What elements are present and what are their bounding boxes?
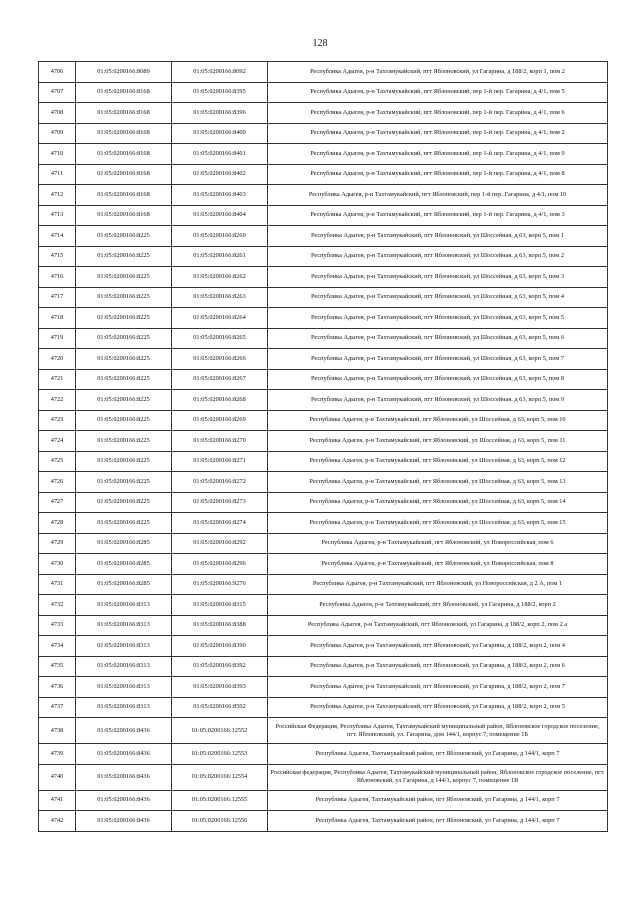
table-row <box>39 82 608 103</box>
address-cell: Республика Адыгея, Тахтамукайский район, пгт Яблоновский, ул Гагарина, д 144/1, корп 7 <box>268 744 608 765</box>
cadastral-number-cell: 01:05:0200166:8274 <box>172 513 268 534</box>
cadastral-number-cell: 01:05:0200166:8264 <box>172 308 268 329</box>
table-row <box>39 246 608 267</box>
row-number-cell: 4733 <box>39 615 76 636</box>
row-number-cell: 4722 <box>39 390 76 411</box>
cadastral-number-cell: 01:05:0200166:8388 <box>172 615 268 636</box>
cadastral-number-cell: 01:05:0200166:8262 <box>172 267 268 288</box>
parent-cadastral-cell: 01:05:0200166:8168 <box>76 103 172 124</box>
address-cell: Республика Адыгея, р-н Тахтамукайский, пгт Яблоновский, ул Шоссейная, д 63, корп 5, пом 3 <box>268 267 608 288</box>
address-cell: Республика Адыгея, р-н Тахтамукайский, пгт Яблоновский, ул Гагарина, д 188/2, корп 2 <box>268 595 608 616</box>
registry-table <box>38 61 608 832</box>
table-row <box>39 328 608 349</box>
parent-cadastral-cell: 01:05:0200166:8168 <box>76 205 172 226</box>
cadastral-number-cell: 01:05:0200166:8502 <box>172 697 268 718</box>
address-cell: Республика Адыгея, р-н Тахтамукайский, пгт Яблоновский, ул Шоссейная, д 63, корп 5, пом 10 <box>268 410 608 431</box>
parent-cadastral-cell: 01:05:0200166:8225 <box>76 246 172 267</box>
row-number-cell: 4710 <box>39 144 76 165</box>
cadastral-number-cell: 01:05:0200166:8273 <box>172 492 268 513</box>
parent-cadastral-cell: 01:05:0200166:8436 <box>76 764 172 790</box>
row-number-cell: 4730 <box>39 554 76 575</box>
table-row <box>39 62 608 83</box>
parent-cadastral-cell: 01:05:0200166:8313 <box>76 697 172 718</box>
row-number-cell: 4724 <box>39 431 76 452</box>
cadastral-number-cell: 01:05:0200166:12554 <box>172 764 268 790</box>
address-cell: Республика Адыгея, р-н Тахтамукайский, пгт Яблоновский, ул Новороссийская, пом 6 <box>268 533 608 554</box>
address-cell: Российская федерация, Республика Адыгея, Тахтамукайский муниципальный район, Яблоновское городское поселение, пгт. Яблоновский, ул Гагарина, д 144/1, корпус 7, помещение 1В <box>268 764 608 790</box>
parent-cadastral-cell: 01:05:0200166:8225 <box>76 328 172 349</box>
parent-cadastral-cell: 01:05:0200166:8089 <box>76 62 172 83</box>
parent-cadastral-cell: 01:05:0200166:8313 <box>76 595 172 616</box>
address-cell: Республика Адыгея, р-н Тахтамукайский, пгт Яблоновский, ул Гагарина, д 188/2, корп 2, пом 5 <box>268 697 608 718</box>
table-row <box>39 492 608 513</box>
parent-cadastral-cell: 01:05:0200166:8313 <box>76 656 172 677</box>
address-cell: Республика Адыгея, р-н Тахтамукайский, пгт Яблоновский, ул Шоссейная, д 63, корп 5, пом 2 <box>268 246 608 267</box>
row-number-cell: 4736 <box>39 677 76 698</box>
address-cell: Республика Адыгея, р-н Тахтамукайский, пгт Яблоновский, пер 1-й пер. Гагарина, д 4/1, пом 10 <box>268 185 608 206</box>
cadastral-number-cell: 01:05:0200166:8268 <box>172 390 268 411</box>
address-cell: Республика Адыгея, Тахтамукайский район, пгт Яблоновский, ул Гагарина, д 144/1, корп 7 <box>268 811 608 832</box>
table-row <box>39 533 608 554</box>
table-row <box>39 677 608 698</box>
parent-cadastral-cell: 01:05:0200166:8436 <box>76 811 172 832</box>
registry-table-body <box>39 62 608 832</box>
address-cell: Республика Адыгея, р-н Тахтамукайский, пгт Яблоновский, пер 1-й пер. Гагарина, д 4/1, пом 8 <box>268 164 608 185</box>
table-row <box>39 267 608 288</box>
table-row <box>39 185 608 206</box>
parent-cadastral-cell: 01:05:0200166:8225 <box>76 492 172 513</box>
cadastral-number-cell: 01:05:0200166:8402 <box>172 164 268 185</box>
address-cell: Республика Адыгея, р-н Тахтамукайский, пгт Яблоновский, ул Шоссейная, д 63, корп 5, пом 13 <box>268 472 608 493</box>
address-cell: Республика Адыгея, р-н Тахтамукайский, пгт Яблоновский, ул Шоссейная, д 63, корп 5, пом 4 <box>268 287 608 308</box>
table-row <box>39 744 608 765</box>
row-number-cell: 4729 <box>39 533 76 554</box>
cadastral-number-cell: 01:05:0200166:12556 <box>172 811 268 832</box>
cadastral-number-cell: 01:05:0200166:12552 <box>172 718 268 744</box>
parent-cadastral-cell: 01:05:0200166:8313 <box>76 636 172 657</box>
table-row <box>39 595 608 616</box>
address-cell: Российская Федерация, Республика Адыгея, Тахтамукайский муниципальный район, Яблоновское городское поселение, пгт. Яблоновский, ул. Гагарина, дом 144/1, корпус 7, помещение 1Б <box>268 718 608 744</box>
table-row <box>39 226 608 247</box>
cadastral-number-cell: 01:05:0200166:8270 <box>172 431 268 452</box>
table-row <box>39 513 608 534</box>
table-row <box>39 764 608 790</box>
address-cell: Республика Адыгея, р-н Тахтамукайский, пгт Яблоновский, пер 1-й пер. Гагарина, д 4/1, пом 3 <box>268 205 608 226</box>
row-number-cell: 4734 <box>39 636 76 657</box>
row-number-cell: 4728 <box>39 513 76 534</box>
row-number-cell: 4709 <box>39 123 76 144</box>
cadastral-number-cell: 01:05:0200166:8266 <box>172 349 268 370</box>
address-cell: Республика Адыгея, р-н Тахтамукайский, пгт Яблоновский, пер 1-й пер. Гагарина, д 4/1, пом 2 <box>268 123 608 144</box>
cadastral-number-cell: 01:05:0200166:8393 <box>172 677 268 698</box>
table-row <box>39 636 608 657</box>
parent-cadastral-cell: 01:05:0200166:8225 <box>76 226 172 247</box>
row-number-cell: 4740 <box>39 764 76 790</box>
parent-cadastral-cell: 01:05:0200166:8285 <box>76 554 172 575</box>
table-row <box>39 656 608 677</box>
row-number-cell: 4739 <box>39 744 76 765</box>
address-cell: Республика Адыгея, р-н Тахтамукайский, пгт Яблоновский, ул Шоссейная, д 63, корп 5, пом 14 <box>268 492 608 513</box>
row-number-cell: 4742 <box>39 811 76 832</box>
cadastral-number-cell: 01:05:0200166:8396 <box>172 103 268 124</box>
cadastral-number-cell: 01:05:0200166:9276 <box>172 574 268 595</box>
cadastral-number-cell: 01:05:0200166:8403 <box>172 185 268 206</box>
parent-cadastral-cell: 01:05:0200166:8436 <box>76 744 172 765</box>
row-number-cell: 4720 <box>39 349 76 370</box>
parent-cadastral-cell: 01:05:0200166:8225 <box>76 410 172 431</box>
row-number-cell: 4719 <box>39 328 76 349</box>
cadastral-number-cell: 01:05:0200166:8392 <box>172 656 268 677</box>
row-number-cell: 4723 <box>39 410 76 431</box>
table-row <box>39 287 608 308</box>
parent-cadastral-cell: 01:05:0200166:8225 <box>76 472 172 493</box>
cadastral-number-cell: 01:05:0200166:8260 <box>172 226 268 247</box>
cadastral-number-cell: 01:05:0200166:8272 <box>172 472 268 493</box>
cadastral-number-cell: 01:05:0200166:8269 <box>172 410 268 431</box>
table-row <box>39 349 608 370</box>
cadastral-number-cell: 01:05:0200166:8263 <box>172 287 268 308</box>
parent-cadastral-cell: 01:05:0200166:8225 <box>76 390 172 411</box>
row-number-cell: 4725 <box>39 451 76 472</box>
table-row <box>39 123 608 144</box>
cadastral-number-cell: 01:05:0200166:8315 <box>172 595 268 616</box>
row-number-cell: 4708 <box>39 103 76 124</box>
parent-cadastral-cell: 01:05:0200166:8168 <box>76 82 172 103</box>
cadastral-number-cell: 01:05:0200166:8092 <box>172 62 268 83</box>
address-cell: Республика Адыгея, р-н Тахтамукайский, пгт Яблоновский, ул Новороссийская, пом 8 <box>268 554 608 575</box>
cadastral-number-cell: 01:05:0200166:12555 <box>172 790 268 811</box>
parent-cadastral-cell: 01:05:0200166:8225 <box>76 369 172 390</box>
row-number-cell: 4712 <box>39 185 76 206</box>
address-cell: Республика Адыгея, р-н Тахтамукайский, пгт Яблоновский, ул Гагарина, д 188/2, корп 2, пом 7 <box>268 677 608 698</box>
table-row <box>39 811 608 832</box>
address-cell: Республика Адыгея, р-н Тахтамукайский, пгт Яблоновский, ул Новороссийская, д 2 А, пом 1 <box>268 574 608 595</box>
parent-cadastral-cell: 01:05:0200166:8168 <box>76 144 172 165</box>
table-row <box>39 431 608 452</box>
parent-cadastral-cell: 01:05:0200166:8168 <box>76 164 172 185</box>
address-cell: Республика Адыгея, р-н Тахтамукайский, пгт Яблоновский, ул Шоссейная, д 63, корп 5, пом 11 <box>268 431 608 452</box>
row-number-cell: 4721 <box>39 369 76 390</box>
address-cell: Республика Адыгея, р-н Тахтамукайский, пгт Яблоновский, ул Шоссейная, д 63, корп 5, пом 1 <box>268 226 608 247</box>
cadastral-number-cell: 01:05:0200166:8401 <box>172 144 268 165</box>
row-number-cell: 4711 <box>39 164 76 185</box>
row-number-cell: 4741 <box>39 790 76 811</box>
table-row <box>39 697 608 718</box>
cadastral-number-cell: 01:05:0200166:8292 <box>172 533 268 554</box>
cadastral-number-cell: 01:05:0200166:8261 <box>172 246 268 267</box>
cadastral-number-cell: 01:05:0200166:8390 <box>172 636 268 657</box>
table-row <box>39 410 608 431</box>
address-cell: Республика Адыгея, р-н Тахтамукайский, пгт Яблоновский, ул Шоссейная, д 63, корп 5, пом 6 <box>268 328 608 349</box>
row-number-cell: 4713 <box>39 205 76 226</box>
table-row <box>39 390 608 411</box>
address-cell: Республика Адыгея, р-н Тахтамукайский, пгт Яблоновский, ул Шоссейная, д 63, корп 5, пом 12 <box>268 451 608 472</box>
address-cell: Республика Адыгея, р-н Тахтамукайский, пгт Яблоновский, ул Шоссейная, д 63, корп 5, пом 15 <box>268 513 608 534</box>
table-row <box>39 205 608 226</box>
table-row <box>39 369 608 390</box>
address-cell: Республика Адыгея, р-н Тахтамукайский, пгт Яблоновский, ул Шоссейная, д 63, корп 5, пом 5 <box>268 308 608 329</box>
table-row <box>39 718 608 744</box>
address-cell: Республика Адыгея, р-н Тахтамукайский, пгт Яблоновский, пер 1-й пер. Гагарина, д 4/1, пом 6 <box>268 103 608 124</box>
page-number: 128 <box>312 38 328 49</box>
table-row <box>39 790 608 811</box>
cadastral-number-cell: 01:05:0200166:8296 <box>172 554 268 575</box>
address-cell: Республика Адыгея, р-н Тахтамукайский, пгт Яблоновский, ул Гагарина, д 188/2, корп 2, пом 4 <box>268 636 608 657</box>
parent-cadastral-cell: 01:05:0200166:8313 <box>76 615 172 636</box>
row-number-cell: 4735 <box>39 656 76 677</box>
address-cell: Республика Адыгея, р-н Тахтамукайский, пгт Яблоновский, пер 1-й пер. Гагарина, д 4/1, пом 9 <box>268 144 608 165</box>
row-number-cell: 4732 <box>39 595 76 616</box>
parent-cadastral-cell: 01:05:0200166:8225 <box>76 308 172 329</box>
address-cell: Республика Адыгея, р-н Тахтамукайский, пгт Яблоновский, пер 1-й пер. Гагарина, д 4/1, пом 5 <box>268 82 608 103</box>
cadastral-number-cell: 01:05:0200166:12553 <box>172 744 268 765</box>
table-row <box>39 164 608 185</box>
address-cell: Республика Адыгея, р-н Тахтамукайский, пгт Яблоновский, ул Шоссейная, д 63, корп 5, пом 7 <box>268 349 608 370</box>
row-number-cell: 4737 <box>39 697 76 718</box>
table-row <box>39 554 608 575</box>
row-number-cell: 4718 <box>39 308 76 329</box>
table-row <box>39 103 608 124</box>
row-number-cell: 4727 <box>39 492 76 513</box>
parent-cadastral-cell: 01:05:0200166:8225 <box>76 267 172 288</box>
parent-cadastral-cell: 01:05:0200166:8225 <box>76 349 172 370</box>
cadastral-number-cell: 01:05:0200166:8267 <box>172 369 268 390</box>
cadastral-number-cell: 01:05:0200166:8404 <box>172 205 268 226</box>
parent-cadastral-cell: 01:05:0200166:8225 <box>76 431 172 452</box>
address-cell: Республика Адыгея, р-н Тахтамукайский, пгт Яблоновский, ул Шоссейная, д 63, корп 5, пом 9 <box>268 390 608 411</box>
address-cell: Республика Адыгея, р-н Тахтамукайский, пгт Яблоновский, ул Гагарина, д 188/2, корп 1, пом 2 <box>268 62 608 83</box>
parent-cadastral-cell: 01:05:0200166:8168 <box>76 185 172 206</box>
parent-cadastral-cell: 01:05:0200166:8168 <box>76 123 172 144</box>
parent-cadastral-cell: 01:05:0200166:8225 <box>76 513 172 534</box>
parent-cadastral-cell: 01:05:0200166:8436 <box>76 718 172 744</box>
row-number-cell: 4716 <box>39 267 76 288</box>
row-number-cell: 4738 <box>39 718 76 744</box>
row-number-cell: 4714 <box>39 226 76 247</box>
row-number-cell: 4715 <box>39 246 76 267</box>
address-cell: Республика Адыгея, р-н Тахтамукайский, пгт Яблоновский, ул Гагарина, д 188/2, корп 2, пом 2 а <box>268 615 608 636</box>
table-row <box>39 451 608 472</box>
parent-cadastral-cell: 01:05:0200166:8225 <box>76 287 172 308</box>
parent-cadastral-cell: 01:05:0200166:8436 <box>76 790 172 811</box>
row-number-cell: 4706 <box>39 62 76 83</box>
parent-cadastral-cell: 01:05:0200166:8313 <box>76 677 172 698</box>
row-number-cell: 4731 <box>39 574 76 595</box>
cadastral-number-cell: 01:05:0200166:8395 <box>172 82 268 103</box>
row-number-cell: 4726 <box>39 472 76 493</box>
address-cell: Республика Адыгея, р-н Тахтамукайский, пгт Яблоновский, ул Гагарина, д 188/2, корп 2, пом 6 <box>268 656 608 677</box>
table-row <box>39 308 608 329</box>
address-cell: Республика Адыгея, р-н Тахтамукайский, пгт Яблоновский, ул Шоссейная, д 63, корп 5, пом 8 <box>268 369 608 390</box>
table-row <box>39 144 608 165</box>
parent-cadastral-cell: 01:05:0200166:8225 <box>76 451 172 472</box>
table-row <box>39 615 608 636</box>
cadastral-number-cell: 01:05:0200166:8400 <box>172 123 268 144</box>
parent-cadastral-cell: 01:05:0200166:8285 <box>76 574 172 595</box>
row-number-cell: 4707 <box>39 82 76 103</box>
cadastral-number-cell: 01:05:0200166:8265 <box>172 328 268 349</box>
table-row <box>39 574 608 595</box>
cadastral-number-cell: 01:05:0200166:8271 <box>172 451 268 472</box>
table-row <box>39 472 608 493</box>
parent-cadastral-cell: 01:05:0200166:8285 <box>76 533 172 554</box>
row-number-cell: 4717 <box>39 287 76 308</box>
address-cell: Республика Адыгея, Тахтамукайский район, пгт Яблоновский, ул Гагарина, д 144/1, корп 7 <box>268 790 608 811</box>
